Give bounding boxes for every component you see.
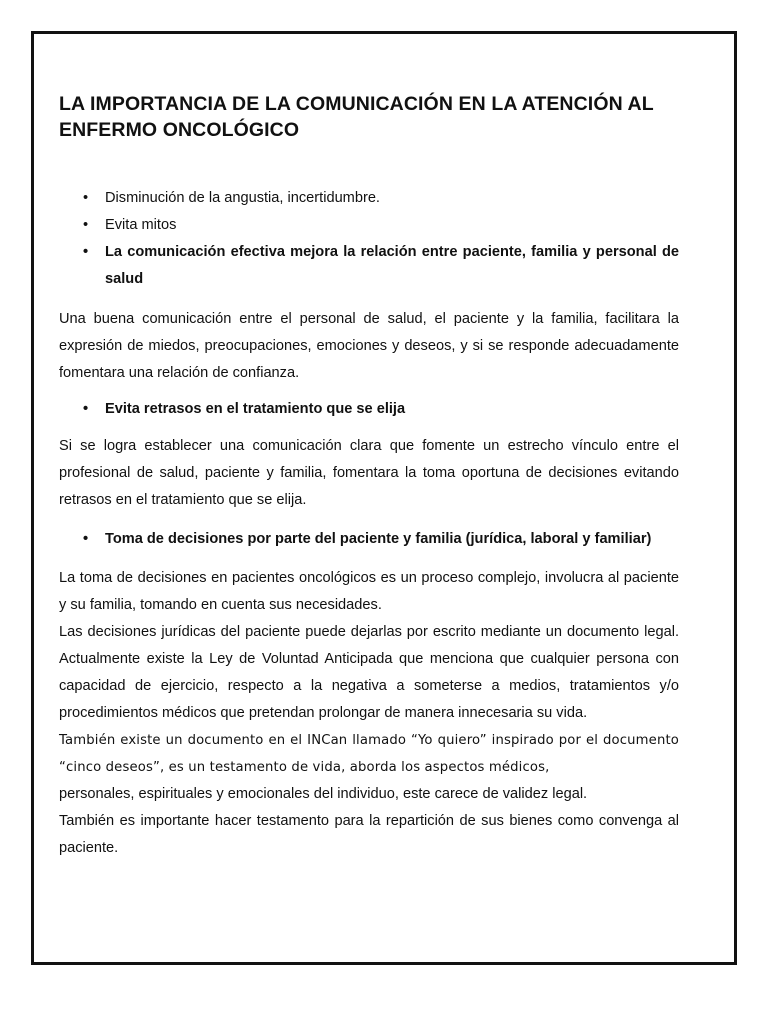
bullet-icon: • <box>83 531 89 547</box>
paragraph: Las decisiones jurídicas del paciente puede dejarlas por escrito mediante un documento legal. Actualmente existe la Ley de Voluntad Anticipada que menciona que cualquier persona con capacidad de ejercicio, respecto a la negativa a someterse a medios, tratamientos y/o procedimientos médicos que pretendan prolongar de manera innecesaria su vida. <box>59 624 679 721</box>
document-body <box>59 59 679 862</box>
bullet-item <box>59 212 679 239</box>
bullet-item <box>59 396 679 423</box>
bullet-text: La comunicación efectiva mejora la relación entre paciente, familia y personal de salud <box>105 244 679 287</box>
bullet-text: Evita retrasos en el tratamiento que se elija <box>105 401 406 417</box>
bullet-list-delays <box>59 396 679 423</box>
paragraph: Si se logra establecer una comunicación clara que fomente un estrecho vínculo entre el profesional de salud, paciente y familia, fomentara la toma oportuna de decisiones evitando retrasos en el tratamiento que se elija. <box>59 438 679 508</box>
paragraph: La toma de decisiones en pacientes oncológicos es un proceso complejo, involucra al paciente y su familia, tomando en cuenta sus necesidades. <box>59 570 679 613</box>
bullet-text: Evita mitos <box>105 217 177 233</box>
paragraph: personales, espirituales y emocionales del individuo, este carece de validez legal. <box>59 786 588 802</box>
bullet-icon: • <box>83 244 89 260</box>
bullet-item <box>59 239 679 293</box>
bullet-icon: • <box>83 217 89 233</box>
bullet-list-decisions <box>59 526 679 553</box>
bullet-icon: • <box>83 190 89 206</box>
paragraph: También es importante hacer testamento para la repartición de sus bienes como convenga al paciente. <box>59 813 679 856</box>
bullet-item <box>59 185 679 212</box>
bullet-item <box>59 526 679 553</box>
bullet-icon: • <box>83 401 89 417</box>
bullet-list-intro <box>59 185 679 293</box>
paragraph: También existe un documento en el INCan llamado “Yo quiero” inspirado por el documento “cinco deseos”, es un testamento de vida, aborda los aspectos médicos, <box>59 733 679 775</box>
bullet-text: Disminución de la angustia, incertidumbre. <box>105 190 380 206</box>
bullet-text: Toma de decisiones por parte del paciente y familia (jurídica, laboral y familiar) <box>105 531 652 547</box>
document-title: LA IMPORTANCIA DE LA COMUNICACIÓN EN LA ATENCIÓN AL ENFERMO ONCOLÓGICO <box>59 93 654 141</box>
paragraph: Una buena comunicación entre el personal de salud, el paciente y la familia, facilitara la expresión de miedos, preocupaciones, emociones y deseos, y si se responde adecuadamente fomentara una relación de confianza. <box>59 311 679 381</box>
